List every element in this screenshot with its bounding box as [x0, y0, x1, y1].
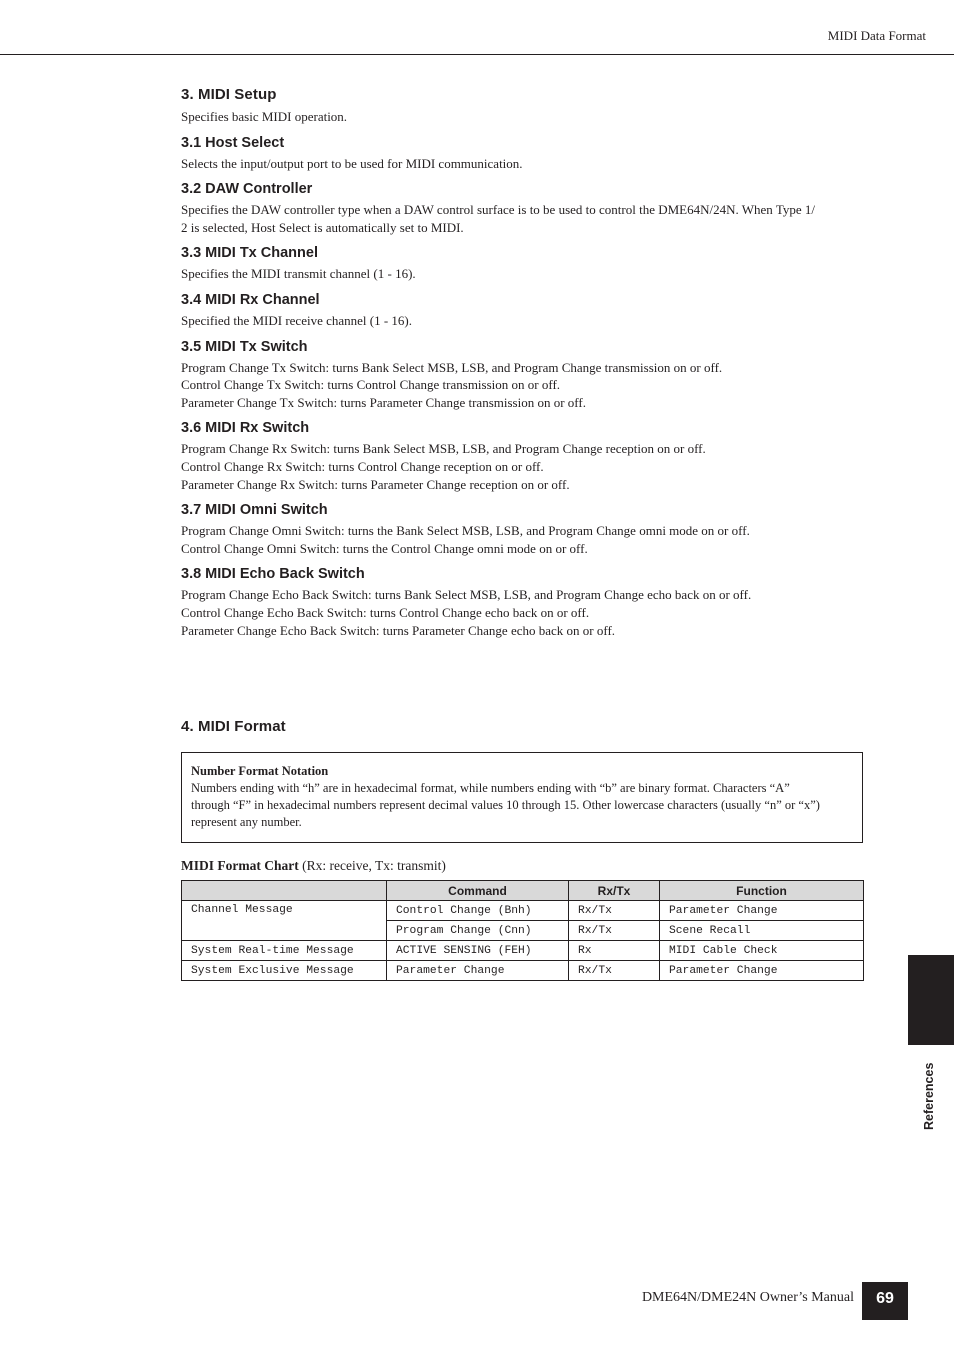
chart-caption — [181, 858, 863, 874]
body-line: Control Change Rx Switch: turns Control Change reception on or off. — [181, 458, 544, 474]
cell-message-type: System Real-time Message — [182, 941, 387, 961]
number-format-notation-box — [181, 752, 863, 843]
subsection-title: 3.5 MIDI Tx Switch — [181, 338, 308, 355]
subsection-omni-switch — [181, 502, 863, 557]
subsection-body — [181, 586, 863, 639]
table-row — [182, 941, 864, 961]
notation-title: Number Format Notation — [191, 764, 329, 778]
cell-command: Control Change (Bnh) — [387, 901, 569, 921]
table-row — [182, 901, 864, 921]
cell-function: Parameter Change — [660, 961, 864, 981]
side-section-label: References — [922, 1062, 936, 1130]
body-line: 2 is selected, Host Select is automatically set to MIDI. — [181, 219, 464, 235]
body-line: Specifies the DAW controller type when a DAW control surface is to be used to control the DME64N/24N. When Type 1/ — [181, 202, 815, 218]
running-title: MIDI Data Format — [827, 28, 926, 43]
subsection-host-select — [181, 135, 863, 173]
subsection-body — [181, 155, 863, 173]
cell-rx-tx: Rx/Tx — [569, 901, 660, 921]
body-line: Program Change Tx Switch: turns Bank Select MSB, LSB, and Program Change transmission on or off. — [181, 359, 723, 375]
body-line: Parameter Change Echo Back Switch: turns Parameter Change echo back on or off. — [181, 622, 616, 638]
cell-function: Parameter Change — [660, 901, 864, 921]
body-line: Program Change Rx Switch: turns Bank Select MSB, LSB, and Program Change reception on or off. — [181, 441, 706, 457]
cell-rx-tx: Rx/Tx — [569, 921, 660, 941]
subsection-title: 3.2 DAW Controller — [181, 181, 313, 198]
body-line: Parameter Change Tx Switch: turns Parameter Change transmission on or off. — [181, 394, 586, 410]
subsection-title: 3.7 MIDI Omni Switch — [181, 502, 328, 519]
subsection-body — [181, 312, 863, 330]
body-line: Control Change Omni Switch: turns the Control Change omni mode on or off. — [181, 540, 588, 556]
chart-caption-note: (Rx: receive, Tx: transmit) — [298, 858, 446, 873]
cell-function: MIDI Cable Check — [660, 941, 864, 961]
header-message-type — [182, 881, 387, 901]
cell-rx-tx: Rx — [569, 941, 660, 961]
cell-function: Scene Recall — [660, 921, 864, 941]
body-line: Control Change Tx Switch: turns Control Change transmission on or off. — [181, 377, 561, 393]
subsection-title: 3.3 MIDI Tx Channel — [181, 245, 318, 262]
header-function: Function — [660, 881, 864, 901]
table-row — [182, 961, 864, 981]
notation-line: represent any number. — [191, 815, 302, 829]
section-title: 3. MIDI Setup — [181, 86, 277, 103]
cell-message-type: Channel Message — [182, 901, 387, 941]
cell-rx-tx: Rx/Tx — [569, 961, 660, 981]
cell-command: ACTIVE SENSING (FEH) — [387, 941, 569, 961]
subsection-rx-channel — [181, 292, 863, 330]
header-command: Command — [387, 881, 569, 901]
chart-caption-title: MIDI Format Chart — [181, 858, 299, 873]
subsection-title: 3.1 Host Select — [181, 134, 285, 151]
section-midi-setup — [181, 86, 863, 639]
body-line: Control Change Echo Back Switch: turns Control Change echo back on or off. — [181, 604, 590, 620]
notation-line: Numbers ending with “h” are in hexadecimal format, while numbers ending with “b” are binary format. Characters “A” — [191, 781, 790, 795]
header-rule — [0, 54, 954, 55]
table-header-row — [182, 881, 864, 901]
manual-title: DME64N/DME24N Owner’s Manual — [641, 1290, 854, 1305]
body-line: Specifies the MIDI transmit channel (1 - 16). — [181, 266, 416, 282]
body-line: Parameter Change Rx Switch: turns Parameter Change reception on or off. — [181, 476, 570, 492]
subsection-daw-controller — [181, 181, 863, 236]
subsection-tx-channel — [181, 245, 863, 283]
cell-command: Program Change (Cnn) — [387, 921, 569, 941]
subsection-body — [181, 359, 863, 412]
body-line: Specified the MIDI receive channel (1 - 16). — [181, 312, 413, 328]
subsection-body — [181, 522, 863, 557]
section-midi-format — [181, 718, 863, 981]
subsection-body — [181, 265, 863, 283]
section-tab-marker — [908, 955, 954, 1045]
body-line: Program Change Omni Switch: turns the Bank Select MSB, LSB, and Program Change omni mode on or off. — [181, 523, 750, 539]
subsection-tx-switch — [181, 339, 863, 412]
notation-line: through “F” in hexadecimal numbers represent decimal values 10 through 15. Other lowercase characters (usually “n” or “x”) — [191, 798, 820, 812]
body-line: Selects the input/output port to be used for MIDI communication. — [181, 155, 523, 171]
subsection-echo-back-switch — [181, 566, 863, 639]
body-line: Program Change Echo Back Switch: turns Bank Select MSB, LSB, and Program Change echo back on or off. — [181, 587, 752, 603]
cell-message-type: System Exclusive Message — [182, 961, 387, 981]
section-title: 4. MIDI Format — [181, 718, 286, 735]
subsection-title: 3.4 MIDI Rx Channel — [181, 291, 320, 308]
header-rx-tx: Rx/Tx — [569, 881, 660, 901]
page-number: 69 — [862, 1282, 908, 1320]
subsection-title: 3.8 MIDI Echo Back Switch — [181, 566, 365, 583]
subsection-body — [181, 201, 863, 236]
subsection-rx-switch — [181, 420, 863, 493]
section-intro: Specifies basic MIDI operation. — [181, 109, 348, 124]
cell-command: Parameter Change — [387, 961, 569, 981]
subsection-body — [181, 440, 863, 493]
subsection-title: 3.6 MIDI Rx Switch — [181, 420, 310, 437]
midi-format-table — [181, 880, 864, 981]
